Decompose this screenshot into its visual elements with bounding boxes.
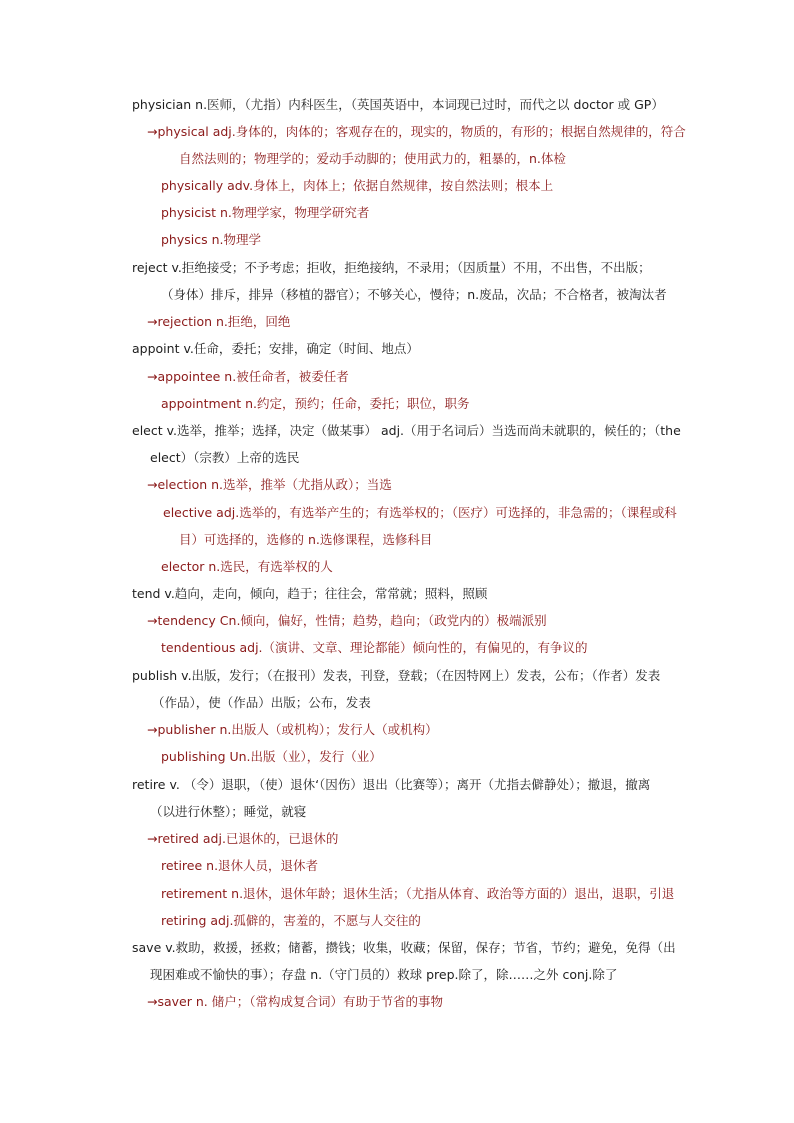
arrow-right-icon: → (147, 722, 158, 737)
entry-elect-cont: elect）（宗教）上帝的选民 (150, 450, 300, 465)
derived-physicist: physicist n.物理学家，物理学研究者 (161, 205, 370, 220)
entry-retire-cont: （以进行休整）；睡觉，就寝 (150, 804, 307, 819)
derived-publisher: →publisher n.出版人（或机构）；发行人（或机构） (147, 722, 438, 737)
derived-elective-cont: 目）可选择的，选修的 n.选修课程，选修科目 (179, 532, 433, 547)
derived-tendency: →tendency Cn.倾向，偏好，性情；趋势，趋向；（政党内的）极端派别 (147, 613, 547, 628)
entry-reject-cont: （身体）排斥，排异（移植的器官）；不够关心，慢待；n.废品，次品；不合格者，被淘汰者 (161, 287, 667, 302)
derived-retirement: retirement n.退休，退休年龄；退休生活；（尤指从体育、政治等方面的）退出，退职，引退 (161, 886, 675, 901)
entry-physician: physician n.医师，（尤指）内科医生，（英国英语中，本词现已过时，而代之以 doctor 或 GP） (132, 97, 664, 112)
arrow-right-icon: → (147, 314, 158, 329)
arrow-right-icon: → (147, 369, 158, 384)
arrow-right-icon: → (147, 831, 158, 846)
derived-elective: elective adj.选举的，有选举产生的；有选举权的；（医疗）可选择的，非急需的；（课程或科 (163, 505, 677, 520)
derived-retired: →retired adj.已退休的，已退休的 (147, 831, 339, 846)
derived-physically: physically adv.身体上，肉体上；依据自然规律，按自然法则；根本上 (161, 178, 554, 193)
derived-election: →election n.选举，推举（尤指从政）；当选 (147, 477, 392, 492)
entry-tend: tend v.趋向，走向，倾向，趋于；往往会，常常就；照料，照顾 (132, 586, 488, 601)
arrow-right-icon: → (147, 994, 158, 1009)
derived-saver: →saver n. 储户；（常构成复合词）有助于节省的事物 (147, 994, 443, 1009)
derived-publishing: publishing Un.出版（业），发行（业） (161, 749, 382, 764)
derived-physics: physics n.物理学 (161, 232, 261, 247)
entry-appoint: appoint v.任命，委托；安排，确定（时间、地点） (132, 341, 419, 356)
derived-retiring: retiring adj.孤僻的，害羞的，不愿与人交往的 (161, 913, 421, 928)
entry-reject: reject v.拒绝接受；不予考虑；拒收，拒绝接纳，不录用；（因质量）不用，不出售，不出版； (132, 260, 651, 275)
entry-retire: retire v. （令）退职，（使）退休‘（因伤）退出（比赛等）；离开（尤指去僻静处）；撤退，撤离 (132, 777, 651, 792)
entry-save: save v.救助，救援，拯救；储蓄，攒钱；收集，收藏；保留，保存；节省，节约；避免，免得（出 (132, 940, 676, 955)
derived-appointee: →appointee n.被任命者，被委任者 (147, 369, 349, 384)
arrow-right-icon: → (147, 613, 158, 628)
arrow-right-icon: → (147, 477, 158, 492)
derived-retiree: retiree n.退休人员，退休者 (161, 858, 319, 873)
entry-save-cont: 现困难或不愉快的事）；存盘 n.（守门员的）救球 prep.除了，除……之外 conj.除了 (150, 967, 618, 982)
entry-elect: elect v.选举，推举；选择，决定（做某事） adj.（用于名词后）当选而尚未就职的，候任的；（the (132, 423, 681, 438)
arrow-right-icon: → (147, 124, 158, 139)
derived-physical-cont: 自然法则的；物理学的；爱动手动脚的；使用武力的，粗暴的，n.体检 (179, 151, 566, 166)
derived-rejection: →rejection n.拒绝，回绝 (147, 314, 291, 329)
derived-appointment: appointment n.约定，预约；任命，委托；职位，职务 (161, 396, 470, 411)
derived-tendentious: tendentious adj.（演讲、文章、理论都能）倾向性的，有偏见的，有争议的 (161, 640, 588, 655)
entry-publish: publish v.出版，发行；（在报刊）发表，刊登，登载；（在因特网上）发表，公布；（作者）发表 (132, 668, 661, 683)
derived-elector: elector n.选民，有选举权的人 (161, 559, 333, 574)
entry-publish-cont: （作品），使（作品）出版；公布，发表 (152, 695, 371, 710)
derived-physical: →physical adj.身体的，肉体的；客观存在的，现实的，物质的，有形的；根据自然规律的，符合 (147, 124, 686, 139)
